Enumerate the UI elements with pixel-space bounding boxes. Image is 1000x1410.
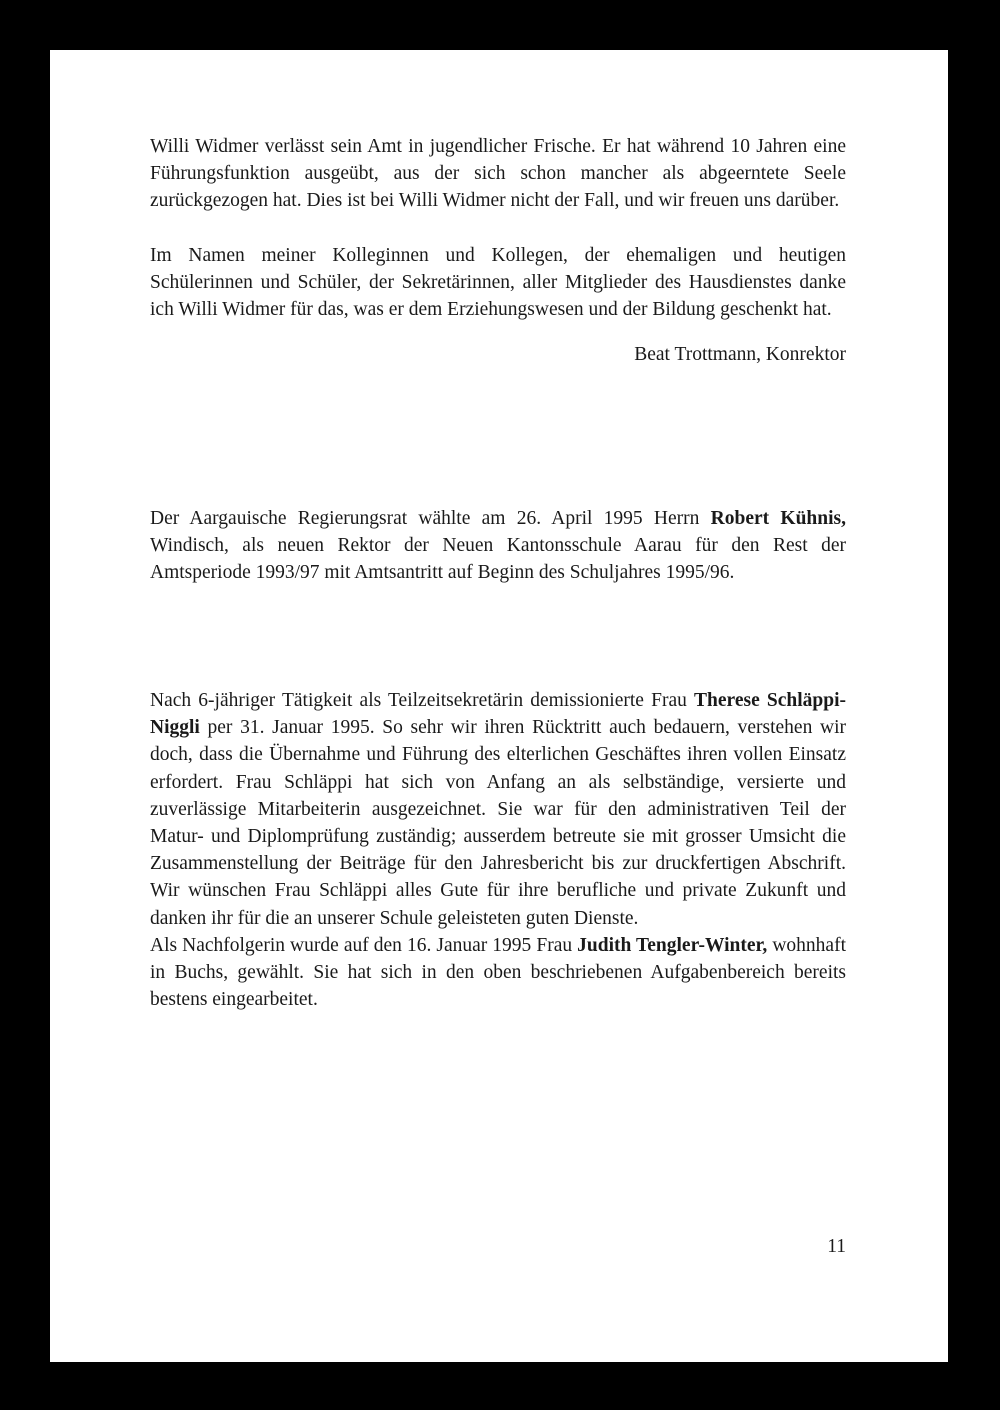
- name-judith-tengler: Judith Tengler-Winter,: [577, 934, 768, 956]
- paragraph-new-rector-text-2: Windisch, als neuen Rektor der Neuen Kantonsschule Aarau für den Rest der Amtsperiode 1993/97 mit Amtsantritt auf Beginn des Schuljahres 1995/96.: [150, 535, 846, 584]
- text-block-schlaeppi: [150, 687, 846, 1013]
- paragraph-new-rector-text-1: Der Aargauische Regierungsrat wählte am 26. April 1995 Herrn: [150, 508, 711, 529]
- text-block-widmer: [150, 133, 846, 368]
- signature-konrektor: Beat Trottmann, Konrektor: [634, 344, 846, 366]
- paragraph-secretary-text-1: Nach 6-jähriger Tätigkeit als Teilzeitsekretärin demissionierte Frau: [150, 690, 695, 711]
- name-robert-kuehnis: Robert Kühnis,: [710, 508, 846, 529]
- name-therese-schlaeppi: Therese Schläppi-Niggli: [150, 690, 846, 739]
- paragraph-successor: [150, 932, 846, 1014]
- paragraph-secretary-resignation: [150, 687, 846, 932]
- paragraph-widmer-tribute: Willi Widmer verlässt sein Amt in jugendlicher Frische. Er hat während 10 Jahren eine Führungsfunktion ausgeübt, aus der sich schon mancher als abgeerntete Seele zurückgezogen hat. Dies ist bei Willi Widmer nicht der Fall, und wir freuen uns darüber.: [150, 136, 846, 212]
- paragraph-successor-text-1: Als Nachfolgerin wurde auf den 16. Januar 1995 Frau: [150, 934, 578, 956]
- document-page: [50, 50, 948, 1362]
- paragraph-successor-text-2: wohnhaft in Buchs, gewählt. Sie hat sich in den oben beschriebenen Aufgabenbereich bereits bestens eingearbeitet.: [150, 934, 846, 1011]
- text-block-kuehnis: [150, 505, 846, 587]
- paragraph-secretary-text-2: per 31. Januar 1995. So sehr wir ihren Rücktritt auch bedauern, verstehen wir doch, dass die Übernahme und Führung des elterlichen Geschäftes ihren vollen Einsatz erfordert. Frau Schläppi hat sich von Anfang an als selbständige, versierte und zuverlässige Mitarbeiterin ausgezeichnet. Sie war für den administrativen Teil der Matur- und Diplomprüfung zuständig; ausserdem betreute sie mit grosser Umsicht die Zusammenstellung der Beiträge für den Jahresbericht bis zur druckfertigen Abschrift. Wir wünschen Frau Schläppi alles Gute für ihre berufliche und private Zukunft und danken ihr für die an unserer Schule geleisteten guten Dienste.: [150, 717, 846, 929]
- paragraph-thanks: Im Namen meiner Kolleginnen und Kollegen, der ehemaligen und heutigen Schülerinnen und Schüler, der Sekretärinnen, aller Mitglieder des Hausdienstes danke ich Willi Widmer für das, was er dem Erziehungswesen und der Bildung geschenkt hat.: [150, 244, 846, 321]
- paragraph-new-rector: [150, 505, 846, 587]
- page-number: 11: [827, 1236, 846, 1257]
